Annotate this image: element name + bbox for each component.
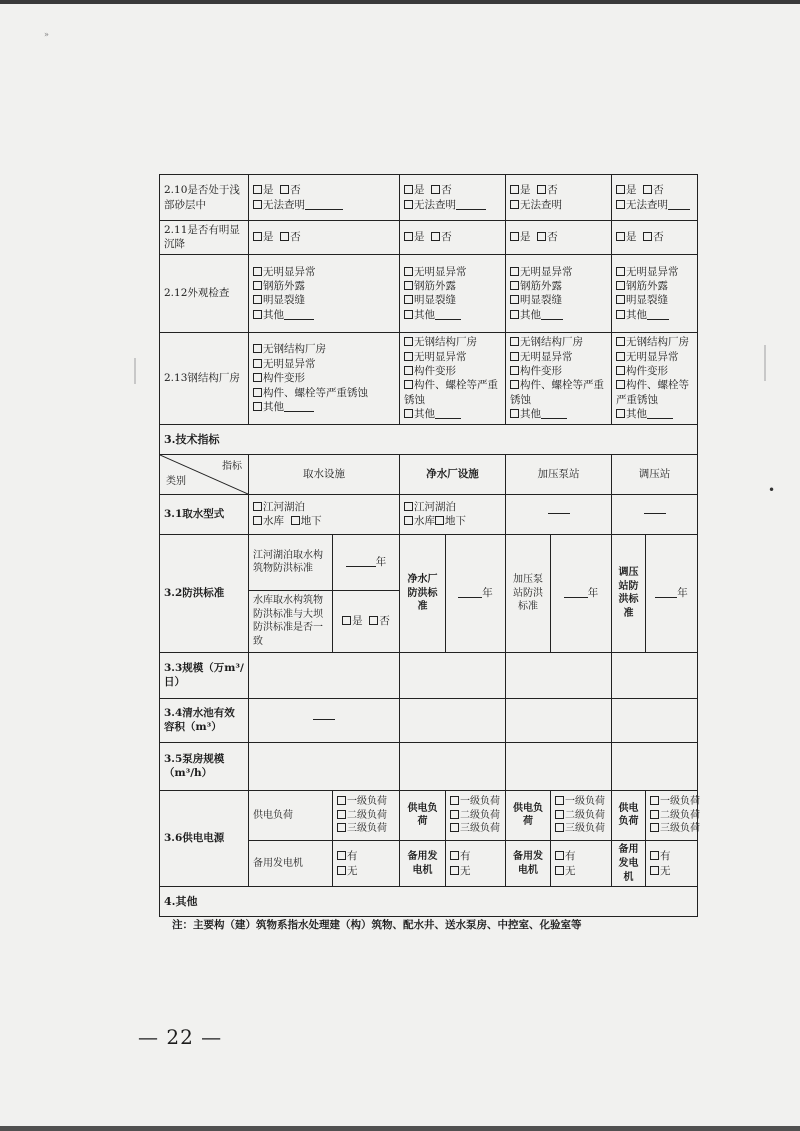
option-label: 否 — [290, 184, 301, 197]
checkbox[interactable] — [510, 185, 519, 194]
tech-header-row — [160, 454, 698, 494]
checkbox[interactable] — [616, 185, 625, 194]
cell-3-4-c1 — [249, 698, 400, 742]
checkbox[interactable] — [510, 352, 519, 361]
checkbox[interactable] — [616, 380, 625, 389]
row-2-11 — [160, 221, 698, 255]
fill-blank[interactable] — [435, 408, 461, 419]
cell-3-1-c4 — [612, 494, 698, 534]
row-label: 3.6供电电源 — [160, 790, 249, 886]
label-pressure-flood: 调压站防洪标准 — [612, 534, 646, 652]
row-3-1 — [160, 494, 698, 534]
scan-bottom-edge — [0, 1126, 800, 1131]
checkbox[interactable] — [404, 232, 413, 241]
header-pressure-station: 调压站 — [612, 454, 698, 494]
option-label: 是 — [263, 184, 274, 197]
checkbox[interactable] — [404, 337, 413, 346]
checkbox[interactable] — [510, 310, 519, 319]
option-label: 无 — [347, 864, 358, 877]
checkbox[interactable] — [253, 344, 262, 353]
input-cell[interactable] — [612, 742, 698, 790]
year-field — [646, 534, 698, 652]
checkbox[interactable] — [404, 366, 413, 375]
option-label: 一级负荷 — [460, 795, 500, 807]
option-label: 无明显异常 — [520, 265, 573, 278]
header-booster-station: 加压泵站 — [506, 454, 612, 494]
checkbox[interactable] — [650, 810, 659, 819]
fill-blank[interactable] — [284, 309, 314, 320]
unit-label: 年 — [482, 587, 493, 600]
checkbox[interactable] — [404, 310, 413, 319]
checkbox[interactable] — [435, 516, 444, 525]
checkbox[interactable] — [253, 388, 262, 397]
not-applicable-dash — [644, 513, 666, 514]
checkbox[interactable] — [650, 823, 659, 832]
cell-3-6-load-c1 — [333, 790, 400, 840]
label-power-load: 供电负荷 — [400, 790, 446, 840]
fill-blank[interactable] — [284, 401, 314, 412]
row-2-12 — [160, 254, 698, 332]
option-label: 有 — [565, 850, 576, 863]
fill-blank[interactable] — [541, 408, 567, 419]
option-label: 二级负荷 — [347, 809, 387, 821]
option-label: 其他 — [520, 308, 541, 321]
checkbox[interactable] — [253, 295, 262, 304]
scan-artifact — [134, 358, 136, 384]
option-label: 其他 — [626, 308, 647, 321]
checkbox[interactable] — [643, 232, 652, 241]
checkbox[interactable] — [337, 866, 346, 875]
checkbox[interactable] — [555, 810, 564, 819]
checkbox[interactable] — [616, 310, 625, 319]
option-label: 有 — [660, 850, 671, 863]
row-label: 3.1取水型式 — [160, 494, 249, 534]
checkbox[interactable] — [510, 232, 519, 241]
option-label: 钢筋外露 — [520, 279, 562, 292]
option-label: 是 — [626, 231, 637, 244]
option-label: 无 — [565, 864, 576, 877]
checkbox[interactable] — [555, 866, 564, 875]
fill-blank[interactable] — [458, 587, 482, 598]
option-label: 否 — [547, 184, 558, 197]
option-label: 构件、螺栓等严重锈蚀 — [616, 379, 689, 406]
checkbox[interactable] — [253, 185, 262, 194]
option-label: 地下 — [445, 515, 466, 528]
cell-3-6-load-c3 — [551, 790, 612, 840]
checkbox[interactable] — [431, 185, 440, 194]
option-label: 否 — [547, 231, 558, 244]
cell-2-10-c2 — [400, 175, 506, 221]
row-label: 2.13钢结构厂房 — [160, 332, 249, 424]
fill-blank[interactable] — [305, 199, 343, 210]
option-label: 三级负荷 — [460, 823, 500, 835]
label-backup-generator: 备用发电机 — [612, 840, 646, 886]
header-water-plant: 净水厂设施 — [400, 454, 506, 494]
option-label: 明显裂缝 — [520, 294, 562, 307]
option-label: 明显裂缝 — [626, 294, 668, 307]
option-label: 否 — [441, 231, 452, 244]
option-label: 无法查明 — [520, 198, 562, 211]
checkbox[interactable] — [404, 185, 413, 194]
label-power-load: 供电负荷 — [506, 790, 551, 840]
checkbox[interactable] — [337, 810, 346, 819]
label-water-plant-flood: 净水厂防洪标准 — [400, 534, 446, 652]
checkbox[interactable] — [616, 200, 625, 209]
sub-label-reservoir-intake: 水库取水构筑物防洪标准与大坝防洪标准是否一致 — [249, 590, 333, 652]
cell-3-6-load-c4 — [646, 790, 698, 840]
option-label: 钢筋外露 — [626, 279, 668, 292]
option-label: 三级负荷 — [660, 823, 700, 835]
year-field — [333, 534, 400, 590]
checkbox[interactable] — [537, 232, 546, 241]
option-label: 是 — [263, 231, 274, 244]
label-power-load: 供电负荷 — [249, 790, 333, 840]
cell-3-1-c2 — [400, 494, 506, 534]
checkbox[interactable] — [342, 616, 351, 625]
input-cell[interactable] — [506, 742, 612, 790]
row-3-6-a — [160, 790, 698, 840]
fill-blank[interactable] — [647, 309, 669, 320]
option-label: 无明显异常 — [626, 265, 679, 278]
scan-mark: » — [44, 30, 49, 39]
checkbox[interactable] — [510, 295, 519, 304]
checkbox[interactable] — [555, 823, 564, 832]
checkbox[interactable] — [253, 267, 262, 276]
checkbox[interactable] — [253, 373, 262, 382]
option-label: 无明显异常 — [520, 350, 573, 363]
checkbox[interactable] — [616, 409, 625, 418]
option-label: 无钢结构厂房 — [626, 336, 689, 349]
option-label: 无明显异常 — [414, 350, 467, 363]
cell-2-12-c1 — [249, 254, 400, 332]
option-label: 水库 — [263, 515, 284, 528]
row-3-3 — [160, 652, 698, 698]
row-3-2-a — [160, 534, 698, 590]
option-label: 是 — [520, 184, 531, 197]
option-label: 钢筋外露 — [414, 279, 456, 292]
checkbox[interactable] — [404, 267, 413, 276]
checkbox[interactable] — [291, 516, 300, 525]
option-label: 构件变形 — [626, 364, 668, 377]
checkbox[interactable] — [450, 866, 459, 875]
checkbox[interactable] — [253, 402, 262, 411]
row-label: 3.2防洪标准 — [160, 534, 249, 652]
option-label: 是 — [626, 184, 637, 197]
checkbox[interactable] — [337, 851, 346, 860]
option-label: 一级负荷 — [565, 795, 605, 807]
label-booster-flood: 加压泵站防洪标准 — [506, 534, 551, 652]
fill-blank[interactable] — [435, 309, 461, 320]
label-backup-generator: 备用发电机 — [249, 840, 333, 886]
row-label: 3.4清水池有效容积（m³） — [160, 698, 249, 742]
cell-2-12-c3 — [506, 254, 612, 332]
checkbox[interactable] — [650, 796, 659, 805]
cell-2-12-c2 — [400, 254, 506, 332]
checkbox[interactable] — [404, 380, 413, 389]
scan-top-edge — [0, 0, 800, 4]
unit-label: 年 — [587, 587, 599, 600]
year-field — [551, 534, 612, 652]
option-label: 无法查明 — [263, 198, 305, 211]
checkbox[interactable] — [616, 352, 625, 361]
year-field — [446, 534, 506, 652]
option-label: 水库 — [414, 515, 435, 528]
option-label: 无钢结构厂房 — [263, 343, 326, 356]
label-backup-generator: 备用发电机 — [506, 840, 551, 886]
input-cell[interactable] — [400, 698, 506, 742]
cell-2-13-c1 — [249, 332, 400, 424]
option-label: 一级负荷 — [660, 795, 700, 807]
option-label: 构件、螺栓等严重锈蚀 — [263, 386, 368, 399]
scan-artifact — [764, 345, 766, 381]
cell-2-10-c4 — [612, 175, 698, 221]
option-label: 明显裂缝 — [263, 294, 305, 307]
input-cell[interactable] — [400, 742, 506, 790]
checkbox[interactable] — [510, 380, 519, 389]
checkbox[interactable] — [510, 267, 519, 276]
cell-3-2-yesno — [333, 590, 400, 652]
checkbox[interactable] — [253, 281, 262, 290]
cell-2-11-c4 — [612, 221, 698, 255]
option-label: 其他 — [263, 308, 284, 321]
checkbox[interactable] — [253, 516, 262, 525]
option-label: 其他 — [263, 401, 284, 414]
checkbox[interactable] — [404, 352, 413, 361]
diag-label-bottom: 类别 — [166, 476, 186, 488]
checkbox[interactable] — [643, 185, 652, 194]
checkbox[interactable] — [280, 232, 289, 241]
option-label: 其他 — [414, 408, 435, 421]
checkbox[interactable] — [450, 823, 459, 832]
label-backup-generator: 备用发电机 — [400, 840, 446, 886]
checkbox[interactable] — [431, 232, 440, 241]
option-label: 钢筋外露 — [263, 279, 305, 292]
unit-label: 年 — [677, 587, 688, 600]
option-label: 否 — [290, 231, 301, 244]
label-power-load: 供电负荷 — [612, 790, 646, 840]
section-3-row — [160, 424, 698, 454]
cell-2-11-c3 — [506, 221, 612, 255]
option-label: 地下 — [300, 515, 322, 528]
option-label: 构件变形 — [263, 372, 305, 385]
row-label: 2.11是否有明显沉降 — [160, 221, 249, 255]
checkbox[interactable] — [253, 359, 262, 368]
option-label: 否 — [653, 231, 664, 244]
option-label: 是 — [414, 231, 425, 244]
row-3-4 — [160, 698, 698, 742]
fill-blank[interactable] — [541, 309, 563, 320]
checkbox[interactable] — [253, 200, 262, 209]
checkbox[interactable] — [650, 866, 659, 875]
header-intake: 取水设施 — [249, 454, 400, 494]
diagonal-header-cell — [160, 454, 249, 494]
option-label: 无钢结构厂房 — [520, 336, 583, 349]
cell-3-1-c1 — [249, 494, 400, 534]
unit-label: 年 — [375, 556, 387, 569]
fill-blank[interactable] — [456, 199, 486, 210]
row-2-13 — [160, 332, 698, 424]
checkbox[interactable] — [253, 502, 262, 511]
checkbox[interactable] — [555, 851, 564, 860]
section-title: 3.技术指标 — [160, 424, 698, 454]
diag-label-top: 指标 — [222, 460, 242, 472]
fill-blank[interactable] — [346, 556, 376, 567]
checkbox[interactable] — [510, 337, 519, 346]
row-label: 2.10是否处于浅部砂层中 — [160, 175, 249, 221]
footnote: 注：主要构（建）筑物系指水处理建（构）筑物、配水井、送水泵房、中控室、化验室等 — [172, 919, 582, 931]
input-cell[interactable] — [506, 652, 612, 698]
option-label: 三级负荷 — [565, 823, 605, 835]
option-label: 否 — [379, 615, 390, 628]
checkbox[interactable] — [616, 337, 625, 346]
section-4-row — [160, 887, 698, 917]
checkbox[interactable] — [404, 409, 413, 418]
checkbox[interactable] — [616, 366, 625, 375]
input-cell[interactable] — [612, 652, 698, 698]
checkbox[interactable] — [369, 616, 378, 625]
inspection-form-table — [159, 174, 698, 917]
scan-dot: • — [768, 483, 776, 497]
checkbox[interactable] — [510, 366, 519, 375]
cell-2-13-c4 — [612, 332, 698, 424]
option-label: 是 — [352, 615, 363, 628]
option-label: 无 — [660, 864, 671, 877]
checkbox[interactable] — [404, 516, 413, 525]
option-label: 一级负荷 — [347, 795, 387, 807]
row-label: 3.5泵房规模（m³/h） — [160, 742, 249, 790]
checkbox[interactable] — [616, 295, 625, 304]
sub-label-river-intake: 江河湖泊取水构筑物防洪标准 — [249, 534, 333, 590]
cell-2-10-c1 — [249, 175, 400, 221]
checkbox[interactable] — [450, 810, 459, 819]
checkbox[interactable] — [450, 851, 459, 860]
cell-3-6-gen-c3 — [551, 840, 612, 886]
checkbox[interactable] — [650, 851, 659, 860]
cell-2-11-c2 — [400, 221, 506, 255]
option-label: 二级负荷 — [460, 809, 500, 821]
option-label: 其他 — [520, 408, 541, 421]
section-title: 4.其他 — [160, 887, 698, 917]
option-label: 构件变形 — [414, 364, 456, 377]
cell-3-6-gen-c1 — [333, 840, 400, 886]
row-label: 3.3规模（万m³/日） — [160, 652, 249, 698]
option-label: 构件变形 — [520, 364, 562, 377]
fill-blank[interactable] — [655, 587, 677, 598]
checkbox[interactable] — [253, 232, 262, 241]
option-label: 是 — [414, 184, 425, 197]
input-cell[interactable] — [249, 742, 400, 790]
checkbox[interactable] — [404, 502, 413, 511]
checkbox[interactable] — [616, 232, 625, 241]
option-label: 其他 — [626, 408, 647, 421]
cell-2-13-c3 — [506, 332, 612, 424]
option-label: 江河湖泊 — [414, 500, 456, 513]
option-label: 有 — [347, 850, 358, 863]
fill-blank[interactable] — [564, 587, 588, 598]
checkbox[interactable] — [616, 267, 625, 276]
row-label: 2.12外观检查 — [160, 254, 249, 332]
option-label: 三级负荷 — [347, 823, 387, 835]
checkbox[interactable] — [555, 796, 564, 805]
checkbox[interactable] — [537, 185, 546, 194]
option-label: 构件、螺栓等严重锈蚀 — [510, 379, 604, 406]
fill-blank[interactable] — [668, 199, 690, 210]
cell-2-12-c4 — [612, 254, 698, 332]
option-label: 无法查明 — [626, 198, 668, 211]
option-label: 二级负荷 — [565, 809, 605, 821]
option-label: 其他 — [414, 308, 435, 321]
option-label: 否 — [441, 184, 452, 197]
checkbox[interactable] — [337, 796, 346, 805]
checkbox[interactable] — [280, 185, 289, 194]
option-label: 否 — [653, 184, 664, 197]
option-label: 是 — [520, 231, 531, 244]
option-label: 无明显异常 — [414, 265, 467, 278]
checkbox[interactable] — [510, 409, 519, 418]
checkbox[interactable] — [450, 796, 459, 805]
option-label: 无 — [460, 864, 471, 877]
option-label: 二级负荷 — [660, 809, 700, 821]
checkbox[interactable] — [616, 281, 625, 290]
cell-2-13-c2 — [400, 332, 506, 424]
checkbox[interactable] — [337, 823, 346, 832]
option-label: 无钢结构厂房 — [414, 336, 477, 349]
cell-2-11-c1 — [249, 221, 400, 255]
checkbox[interactable] — [404, 200, 413, 209]
cell-2-10-c3 — [506, 175, 612, 221]
not-applicable-dash — [548, 513, 570, 514]
checkbox[interactable] — [510, 200, 519, 209]
row-2-10 — [160, 175, 698, 221]
option-label: 构件、螺栓等严重锈蚀 — [404, 379, 498, 406]
cell-3-6-load-c2 — [446, 790, 506, 840]
checkbox[interactable] — [404, 295, 413, 304]
option-label: 江河湖泊 — [263, 500, 305, 513]
checkbox[interactable] — [510, 281, 519, 290]
input-cell[interactable] — [612, 698, 698, 742]
checkbox[interactable] — [404, 281, 413, 290]
checkbox[interactable] — [253, 310, 262, 319]
input-cell[interactable] — [506, 698, 612, 742]
cell-3-6-gen-c2 — [446, 840, 506, 886]
input-cell[interactable] — [249, 652, 400, 698]
option-label: 无明显异常 — [263, 357, 316, 370]
option-label: 明显裂缝 — [414, 294, 456, 307]
option-label: 无法查明 — [414, 198, 456, 211]
fill-blank[interactable] — [647, 408, 673, 419]
cell-3-6-gen-c4 — [646, 840, 698, 886]
not-applicable-dash — [313, 719, 335, 720]
option-label: 有 — [460, 850, 471, 863]
input-cell[interactable] — [400, 652, 506, 698]
row-3-5 — [160, 742, 698, 790]
page-number: — 22 — — [138, 1025, 223, 1049]
option-label: 无明显异常 — [263, 265, 316, 278]
option-label: 无明显异常 — [626, 350, 679, 363]
cell-3-1-c3 — [506, 494, 612, 534]
